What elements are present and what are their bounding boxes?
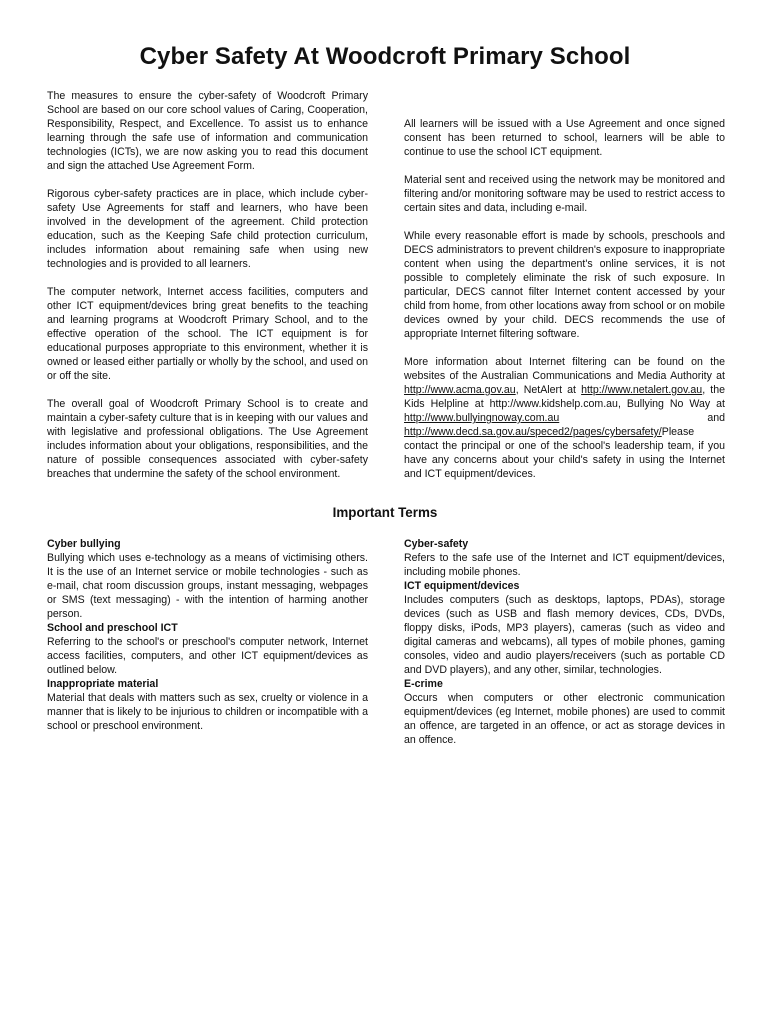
- term-title: Cyber bullying: [47, 538, 121, 550]
- terms-right-column: [404, 537, 725, 747]
- page-title: Cyber Safety At Woodcroft Primary School: [139, 43, 631, 70]
- term-definition: Refers to the safe use of the Internet and ICT equipment/devices, including mobile phones.: [404, 552, 725, 578]
- bullyingnoway-link[interactable]: http://www.bullyingnoway.com.au: [404, 412, 560, 424]
- paragraph-filtering: While every reasonable effort is made by schools, preschools and DECS administrators to prevent children's exposure to inappropriate content when using the department's online services, it is not possible to completely eliminate the risk of such exposure. In particular, DECS cannot filter Internet content accessed by your child from home, from other locations away from school or on mobile devices owned by your child. DECS recommends the use of appropriate Internet filtering software.: [404, 230, 725, 340]
- decd-cybersafety-link[interactable]: http://www.decd.sa.gov.au/speced2/pages/cybersafety/: [404, 426, 662, 438]
- more-info-text-2: , NetAlert at: [515, 384, 582, 396]
- term-definition: Occurs when computers or other electronic communication equipment/devices (eg Internet, mobile phones) are used to commit an offence, are targeted in an offence, or act as storage devices in an offence.: [404, 692, 725, 746]
- intro-paragraph-practices: Rigorous cyber-safety practices are in place, which include cyber-safety Use Agreements for staff and learners, who have been involved in the development of the agreement. Child protection education, such as the Keeping Safe child protection curriculum, includes information about remaining safe when using new technologies and is provided to all learners.: [47, 188, 368, 270]
- term-item: [47, 537, 368, 621]
- intro-right-column: [404, 117, 725, 495]
- term-item: [404, 537, 725, 579]
- term-title: ICT equipment/devices: [404, 580, 520, 592]
- term-definition: Material that deals with matters such as sex, cruelty or violence in a manner that is likely to be injurious to children or incompatible with a school or preschool environment.: [47, 692, 368, 732]
- term-definition: Includes computers (such as desktops, laptops, PDAs), storage devices (such as USB and flash memory devices, CDs, DVDs, floppy disks, iPods, MP3 players), cameras (such as video and digital cameras and webcams), all types of mobile phones, gaming consoles, video and audio players/receivers (such as portable CD and DVD players), and any other, similar, technologies.: [404, 594, 725, 676]
- more-info-text-3: , the Kids Helpline at http://www.kidshelp.com.au, Bullying No Way at: [404, 384, 725, 410]
- terms-left-column: [47, 537, 368, 733]
- more-info-text-4: and: [559, 412, 725, 424]
- intro-paragraph-network: The computer network, Internet access facilities, computers and other ICT equipment/devices bring great benefits to the teaching and learning programs at Woodcroft Primary School, and to the effective operation of the school. The ICT equipment is for educational purposes appropriate to this environment, whether it is owned or leased either partially or wholly by the school, and used on or off the site.: [47, 286, 368, 382]
- term-item: [404, 677, 725, 747]
- term-item: [47, 677, 368, 733]
- intro-paragraph-goal: The overall goal of Woodcroft Primary School is to create and maintain a cyber-safety culture that is in keeping with our values and with legislative and professional obligations. The Use Agreement includes information about your obligations, responsibilities, and the nature of possible consequences associated with cyber-safety breaches that undermine the safety of the school environment.: [47, 398, 368, 480]
- intro-left-column: [47, 89, 368, 495]
- netalert-link[interactable]: http://www.netalert.gov.au: [581, 384, 703, 396]
- term-title: Cyber-safety: [404, 538, 469, 550]
- acma-link[interactable]: http://www.acma.gov.au: [404, 384, 516, 396]
- term-title: E-crime: [404, 678, 443, 690]
- term-definition: Bullying which uses e-technology as a means of victimising others. It is the use of an Internet service or mobile technologies - such as e-mail, chat room discussion groups, instant messaging, webpages or SMS (text messaging) - with the intention of harming another person.: [47, 552, 368, 620]
- term-item: [404, 579, 725, 677]
- term-title: Inappropriate material: [47, 678, 159, 690]
- term-item: [47, 621, 368, 677]
- paragraph-more-info: [404, 355, 725, 481]
- important-terms-heading: Important Terms: [332, 505, 438, 520]
- term-title: School and preschool ICT: [47, 622, 178, 634]
- paragraph-use-agreement: All learners will be issued with a Use Agreement and once signed consent has been returned to school, learners will be able to continue to use the school ICT equipment.: [404, 118, 725, 158]
- more-info-text-5: Please contact the principal or one of the school's leadership team, if you have any concerns about your child's safety in using the Internet and ICT equipment/devices.: [404, 426, 725, 480]
- paragraph-monitoring: Material sent and received using the network may be monitored and filtering and/or monitoring software may be used to restrict access to certain sites and data, including e-mail.: [404, 174, 725, 214]
- intro-paragraph-values: The measures to ensure the cyber-safety of Woodcroft Primary School are based on our core school values of Caring, Cooperation, Responsibility, Respect, and Excellence. To assist us to enhance learning through the safe use of information and communication technologies (ICTs), we are now asking you to read this document and sign the attached Use Agreement Form.: [47, 90, 368, 172]
- term-definition: Referring to the school's or preschool's computer network, Internet access facilities, computers, and other ICT equipment/devices as outlined below.: [47, 636, 368, 676]
- more-info-text-1: More information about Internet filtering can be found on the websites of the Australian Communications and Media Authority at: [404, 356, 725, 382]
